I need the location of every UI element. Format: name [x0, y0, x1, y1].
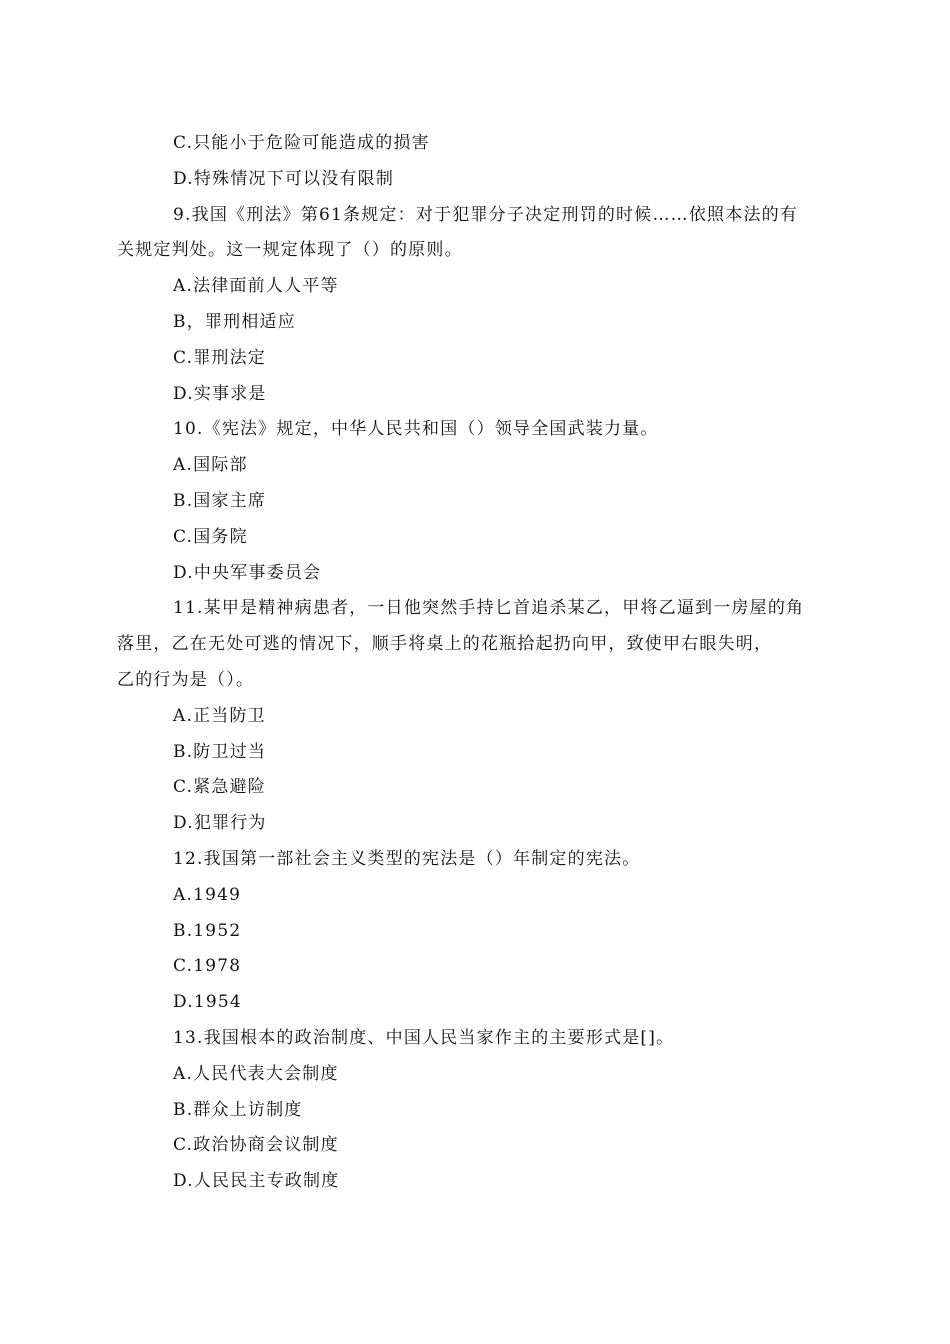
option-line: D.中央军事委员会 — [173, 562, 322, 583]
option-line: C.罪刑法定 — [173, 347, 267, 368]
option-line: C.只能小于危险可能造成的损害 — [173, 133, 430, 153]
question-continuation-line: 落里，乙在无处可逃的情况下，顺手将桌上的花瓶拾起扔向甲，致使甲右眼失明， — [117, 634, 773, 655]
question-line: 13.我国根本的政治制度、中国人民当家作主的主要形式是[]。 — [173, 1027, 675, 1048]
option-line: D.实事求是 — [173, 383, 267, 404]
question-continuation-line: 乙的行为是（）。 — [117, 669, 255, 690]
option-line: B，罪刑相适应 — [173, 311, 296, 332]
question-line: 9.我国《刑法》第61条规定：对于犯罪分子决定刑罚的时候……依照本法的有 — [173, 204, 799, 225]
option-line: A.国际部 — [173, 455, 248, 476]
option-line: A.正当防卫 — [173, 705, 266, 726]
question-line: 11.某甲是精神病患者，一日他突然手持匕首追杀某乙，甲将乙逼到一房屋的角 — [173, 598, 805, 619]
option-line: B.1952 — [173, 920, 242, 941]
question-continuation-line: 关规定判处。这一规定体现了（）的原则。 — [117, 240, 463, 261]
option-line: C.紧急避险 — [173, 777, 267, 798]
option-line: A.1949 — [173, 884, 242, 905]
option-line: C.1978 — [173, 956, 242, 977]
option-line: C.政治协商会议制度 — [173, 1135, 339, 1156]
question-text-block — [117, 126, 838, 1200]
option-line: B.国家主席 — [173, 490, 267, 511]
option-line: D.1954 — [173, 992, 242, 1013]
question-line: 12.我国第一部社会主义类型的宪法是（）年制定的宪法。 — [173, 848, 641, 869]
option-line: A.人民代表大会制度 — [173, 1063, 339, 1084]
option-line: B.群众上访制度 — [173, 1099, 303, 1120]
option-line: B.防卫过当 — [173, 741, 267, 762]
question-line: 10.《宪法》规定，中华人民共和国（）领导全国武装力量。 — [173, 419, 659, 440]
option-line: D.犯罪行为 — [173, 813, 267, 834]
option-line: D.人民民主专政制度 — [173, 1171, 340, 1192]
option-line: D.特殊情况下可以没有限制 — [173, 168, 395, 189]
option-line: C.国务院 — [173, 526, 248, 547]
option-line: A.法律面前人人平等 — [173, 276, 339, 297]
